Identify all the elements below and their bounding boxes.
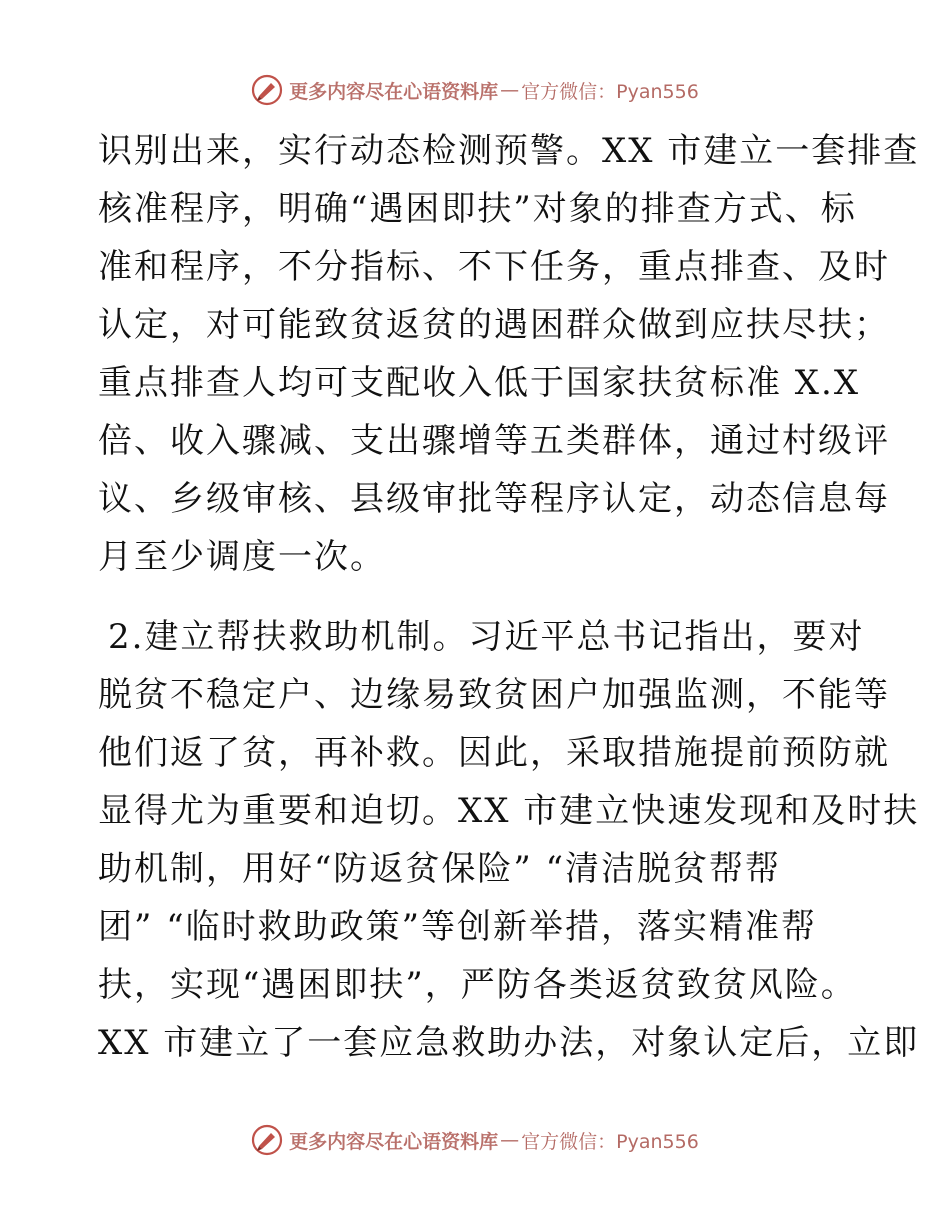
text-line: XX 市建立了一套应急救助办法，对象认定后，立即 [98, 1023, 920, 1063]
banner-brand-text: 更多内容尽在心语资料库 [289, 80, 499, 103]
header-watermark-banner [0, 70, 950, 110]
text-line: 核准程序，明确“遇困即扶”对象的排查方式、标 [98, 189, 857, 229]
text-line: 重点排查人均可支配收入低于国家扶贫标准 X.X [98, 363, 861, 403]
document-body [98, 122, 920, 1072]
paragraph-2 [98, 608, 920, 1072]
text-line: 认定，对可能致贫返贫的遇困群众做到应扶尽扶； [98, 305, 890, 345]
pen-logo-icon [251, 74, 283, 106]
banner-brand-text: 更多内容尽在心语资料库 [289, 1130, 499, 1153]
text-line: 倍、收入骤减、支出骤增等五类群体，通过村级评 [98, 421, 890, 461]
text-line: 他们返了贫，再补救。因此，采取措施提前预防就 [98, 733, 890, 773]
paragraph-1 [98, 122, 920, 586]
banner-separator: — [500, 1129, 520, 1151]
text-line: 准和程序，不分指标、不下任务，重点排查、及时 [98, 247, 890, 287]
text-line: 扶，实现“遇困即扶”，严防各类返贫致贫风险。 [98, 965, 857, 1005]
text-line: 显得尤为重要和迫切。XX 市建立快速发现和及时扶 [98, 791, 920, 831]
banner-wechat-text: 官方微信：Pyan556 [521, 80, 699, 103]
paragraph-gap [98, 586, 858, 608]
text-line: 团” “临时救助政策”等创新举措，落实精准帮 [98, 907, 817, 947]
banner-wechat-text: 官方微信：Pyan556 [521, 1130, 699, 1153]
text-line: 脱贫不稳定户、边缘易致贫困户加强监测，不能等 [98, 675, 890, 715]
banner-separator: — [500, 79, 520, 101]
pen-logo-icon [251, 1124, 283, 1156]
footer-watermark-banner [0, 1120, 950, 1160]
text-line: 助机制，用好“防返贫保险” “清洁脱贫帮帮 [98, 849, 781, 889]
text-line: 2.建立帮扶救助机制。习近平总书记指出，要对 [108, 617, 865, 657]
text-line: 议、乡级审核、县级审批等程序认定，动态信息每 [98, 479, 890, 519]
text-line: 月至少调度一次。 [98, 537, 386, 577]
text-line: 识别出来，实行动态检测预警。XX 市建立一套排查 [98, 131, 920, 171]
